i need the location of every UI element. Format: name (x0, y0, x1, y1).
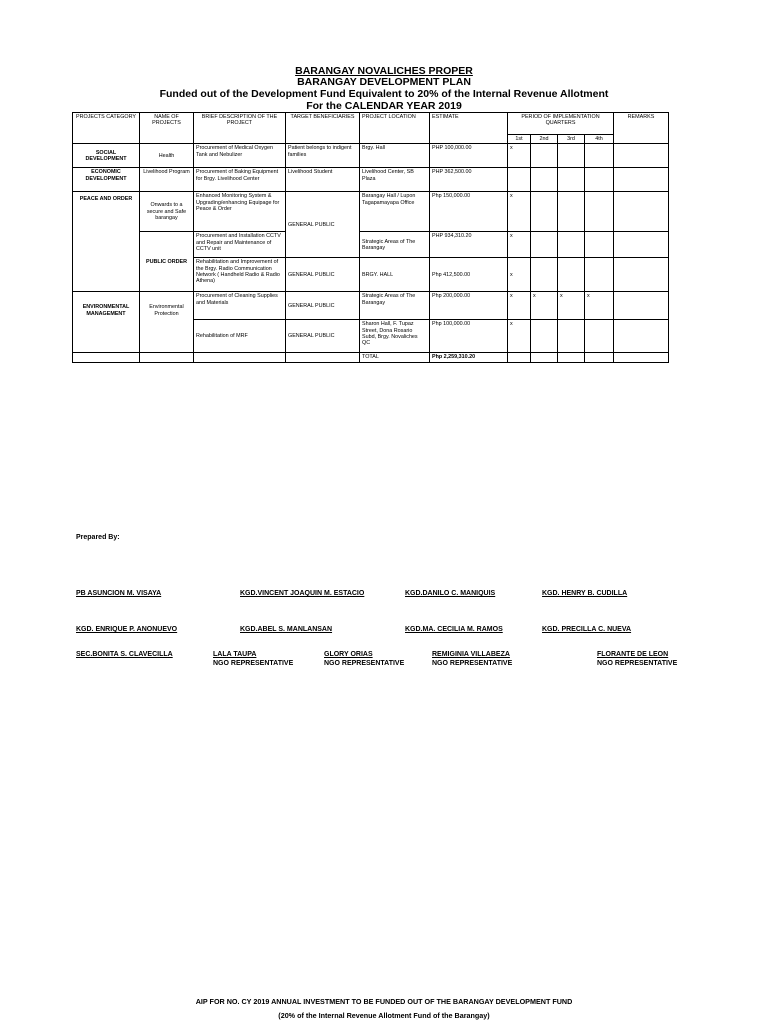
quarter-cell (585, 192, 614, 232)
quarter-cell (531, 320, 558, 353)
estimate-cell: Php 100,000.00 (430, 320, 508, 353)
prepared-by-label: Prepared By: (76, 534, 120, 541)
signatory-kagawad: KGD. ENRIQUE P. ANONUEVO (76, 626, 178, 633)
header-remarks: REMARKS (614, 113, 669, 144)
quarter-cell (531, 192, 558, 232)
signatory-kagawad: KGD.VINCENT JOAQUIN M. ESTACIO (240, 590, 365, 597)
header-projects-category: PROJECTS CATEGORY (73, 113, 140, 144)
table-row (73, 192, 669, 232)
quarter-cell (508, 168, 531, 192)
quarter-cell: x (508, 232, 531, 258)
beneficiary-cell: GENERAL PUBLIC (286, 258, 360, 292)
description-cell: Rehabilitation of MRF (194, 320, 286, 353)
project-name-cell: Onwards to a secure and Safe barangay (140, 192, 194, 232)
project-name-cell: Health (140, 144, 194, 168)
description-cell: Enhanced Monitoring System & Upgrading/enhancing Equipage for Peace & Order (194, 192, 286, 232)
quarter-cell (531, 168, 558, 192)
quarter-cell (585, 320, 614, 353)
signatory-kagawad: KGD.MA. CECILIA M. RAMOS (405, 626, 503, 633)
table-row (73, 144, 669, 168)
location-cell: Livelihood Center, SB Plaza (360, 168, 430, 192)
ngo-representative-name: GLORY ORIAS (324, 651, 373, 658)
remarks-cell (614, 192, 669, 232)
remarks-cell (614, 168, 669, 192)
category-cell: SOCIAL DEVELOPMENT (73, 144, 140, 168)
development-plan-table (72, 112, 669, 363)
quarter-cell: x (508, 258, 531, 292)
quarter-cell (531, 232, 558, 258)
description-cell: Rehabilitation and Improvement of the Brgy. Radio Communication Network ( Handheld Radio & Radio Athena) (194, 258, 286, 292)
beneficiary-cell: GENERAL PUBLIC (286, 292, 360, 320)
table-row (73, 232, 669, 258)
project-name-cell: Environmental Protection (140, 292, 194, 353)
ngo-representative-title: NGO REPRESENTATIVE (432, 660, 513, 667)
location-cell: Barangay Hall / Lupon Tagapamayapa Office (360, 192, 430, 232)
header-project-location: PROJECT LOCATION (360, 113, 430, 144)
project-name-cell: Livelihood Program (140, 168, 194, 192)
project-name-cell: PUBLIC ORDER (140, 232, 194, 292)
footer-aip-title: AIP FOR NO. CY 2019 ANNUAL INVESTMENT TO BE FUNDED OUT OF THE BARANGAY DEVELOPMENT FUND (195, 997, 573, 1006)
quarter-cell (558, 192, 585, 232)
description-cell: Procurement of Medical Oxygen Tank and Nebulizer (194, 144, 286, 168)
header-calendar-year: For the CALENDAR YEAR 2019 (306, 100, 462, 112)
ngo-representative-title: NGO REPRESENTATIVE (324, 660, 405, 667)
header-name-of-projects: NAME OF PROJECTS (140, 113, 194, 144)
header-quarter-2: 2nd (531, 135, 558, 144)
estimate-cell: Php 150,000.00 (430, 192, 508, 232)
quarter-cell (558, 232, 585, 258)
signatory-kagawad: KGD. PRECILLA C. NUEVA (542, 626, 632, 633)
ngo-representative-name: LALA TAUPA (213, 651, 257, 658)
header-brief-description: BRIEF DESCRIPTION OF THE PROJECT (194, 113, 286, 144)
header-plan-title: BARANGAY DEVELOPMENT PLAN (297, 76, 471, 88)
quarter-cell: x (508, 320, 531, 353)
header-quarter-1: 1st (508, 135, 531, 144)
header-period-of-implementation: PERIOD OF IMPLEMENTATION QUARTERS (508, 113, 614, 135)
signatory-kagawad: KGD.DANILO C. MANIQUIS (405, 590, 496, 597)
quarter-cell (585, 144, 614, 168)
location-cell: BRGY. HALL (360, 258, 430, 292)
quarter-cell: x (508, 292, 531, 320)
quarter-cell (531, 144, 558, 168)
quarter-cell (585, 168, 614, 192)
description-cell: Procurement of Cleaning Supplies and Materials (194, 292, 286, 320)
quarter-cell (558, 168, 585, 192)
ngo-representative-name: FLORANTE DE LEON (597, 651, 669, 658)
estimate-cell: PHP 100,000.00 (430, 144, 508, 168)
category-cell: ECONOMIC DEVELOPMENT (73, 168, 140, 192)
quarter-cell (585, 258, 614, 292)
estimate-cell: PHP 934,310.20 (430, 232, 508, 258)
quarter-cell (531, 258, 558, 292)
signatory-secretary: SEC.BONITA S. CLAVECILLA (76, 651, 173, 658)
location-cell: Brgy. Hall (360, 144, 430, 168)
quarter-cell: x (585, 292, 614, 320)
estimate-cell: Php 412,500.00 (430, 258, 508, 292)
signatory-kagawad: KGD. HENRY B. CUDILLA (542, 590, 628, 597)
category-cell: PEACE AND ORDER (73, 192, 140, 292)
quarter-cell: x (508, 144, 531, 168)
location-cell: Strategic Areas of The Barangay (360, 292, 430, 320)
quarter-cell (558, 144, 585, 168)
ngo-representative-title: NGO REPRESENTATIVE (213, 660, 294, 667)
remarks-cell (614, 144, 669, 168)
quarter-cell (558, 320, 585, 353)
category-cell: ENVIRONMENTAL MANAGEMENT (73, 292, 140, 353)
total-row (73, 353, 669, 363)
footer-aip-subtitle: (20% of the Internal Revenue Allotment Fund of the Barangay) (278, 1011, 490, 1020)
total-label: TOTAL (360, 353, 430, 363)
quarter-cell (585, 232, 614, 258)
location-cell: Strategic Areas of The Barangay (360, 232, 430, 258)
signatory-kagawad: KGD.ABEL S. MANLANSAN (240, 626, 333, 633)
quarter-cell (558, 258, 585, 292)
beneficiary-cell: GENERAL PUBLIC (286, 192, 360, 258)
header-fund-description: Funded out of the Development Fund Equivalent to 20% of the Internal Revenue Allotment (159, 88, 609, 100)
quarter-cell: x (531, 292, 558, 320)
remarks-cell (614, 292, 669, 320)
signatory-punong-barangay: PB ASUNCION M. VISAYA (76, 590, 162, 597)
location-cell: Sharon Hall, F. Tupaz Street, Dona Rosario Subd, Brgy. Novaliches QC (360, 320, 430, 353)
estimate-cell: PHP 362,500.00 (430, 168, 508, 192)
remarks-cell (614, 258, 669, 292)
quarter-cell: x (558, 292, 585, 320)
remarks-cell (614, 232, 669, 258)
quarter-cell: x (508, 192, 531, 232)
ngo-representative-name: REMIGINIA VILLABEZA (432, 651, 510, 658)
header-target-beneficiaries: TARGET BENEFICIARIES (286, 113, 360, 144)
description-cell: Procurement of Baking Equipment for Brgy. Livelihood Center (194, 168, 286, 192)
remarks-cell (614, 320, 669, 353)
header-quarter-3: 3rd (558, 135, 585, 144)
header-estimate: ESTIMATE (430, 113, 508, 144)
beneficiary-cell: Patient belongs to indigent families (286, 144, 360, 168)
description-cell: Procurement and Installation CCTV and Repair and Maintenance of CCTV unit (194, 232, 286, 258)
table-row (73, 292, 669, 320)
beneficiary-cell: GENERAL PUBLIC (286, 320, 360, 353)
ngo-representative-title: NGO REPRESENTATIVE (597, 660, 678, 667)
table-row (73, 168, 669, 192)
beneficiary-cell: Livelihood Student (286, 168, 360, 192)
estimate-cell: Php 200,000.00 (430, 292, 508, 320)
header-quarter-4: 4th (585, 135, 614, 144)
total-value: Php 2,259,310.20 (430, 353, 508, 363)
header-barangay-name: BARANGAY NOVALICHES PROPER (295, 65, 473, 77)
